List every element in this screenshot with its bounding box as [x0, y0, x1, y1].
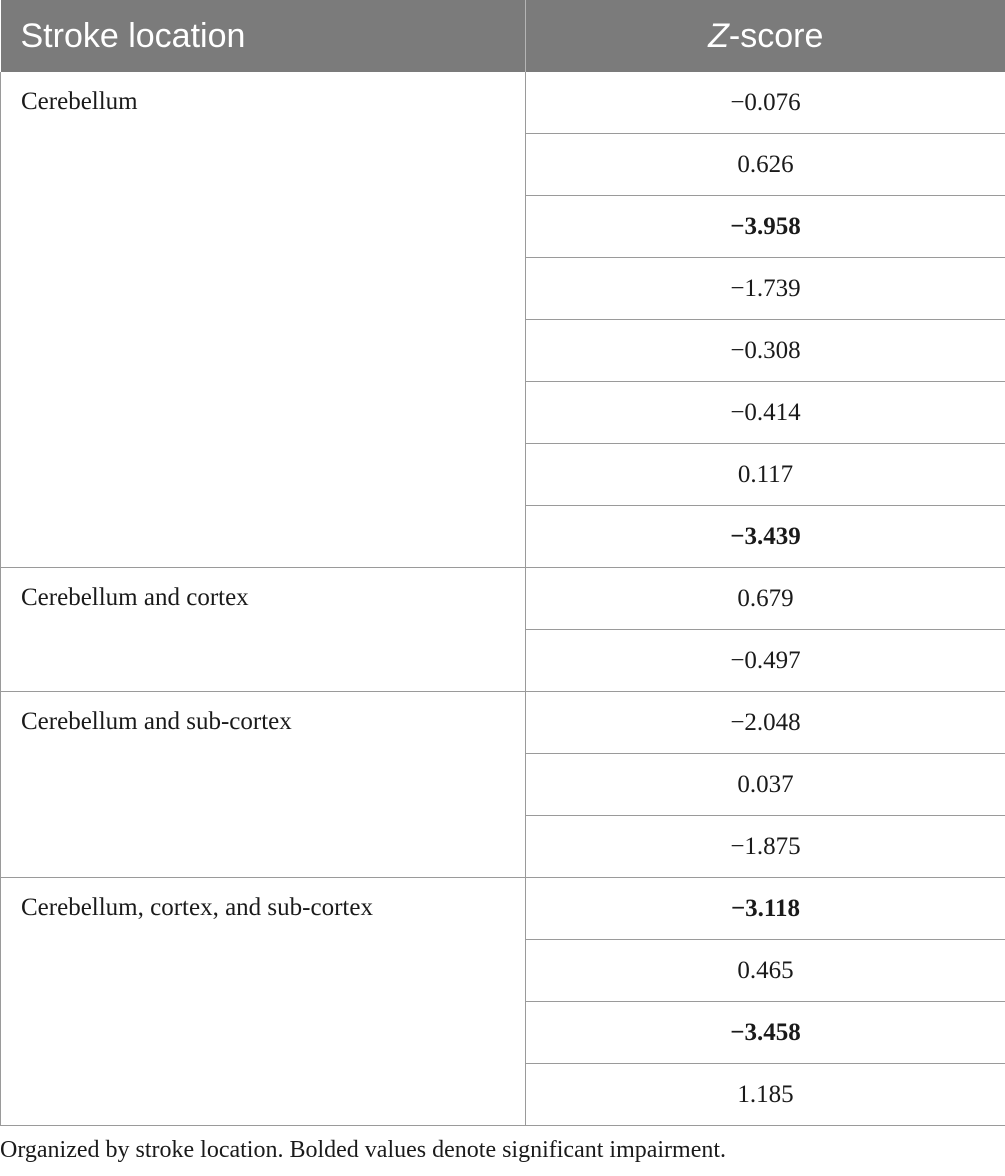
z-score-cell: −3.458: [526, 1002, 1005, 1064]
z-score-cell: −1.875: [526, 816, 1005, 878]
header-z-score: [526, 0, 1005, 72]
stroke-location-cell: Cerebellum and cortex: [1, 568, 526, 692]
z-score-cell: 0.465: [526, 940, 1005, 1002]
table-row: [1, 72, 1005, 134]
z-score-cell: −0.414: [526, 382, 1005, 444]
z-score-cell: 0.117: [526, 444, 1005, 506]
header-row: [1, 0, 1005, 72]
z-score-cell: −1.739: [526, 258, 1005, 320]
table-body: [1, 72, 1005, 1126]
z-score-cell: 0.037: [526, 754, 1005, 816]
table-row: [1, 692, 1005, 754]
z-score-cell: −0.497: [526, 630, 1005, 692]
z-score-cell: −0.308: [526, 320, 1005, 382]
stroke-location-cell: Cerebellum: [1, 72, 526, 568]
header-z-letter: Z: [708, 16, 729, 55]
stroke-location-cell: Cerebellum and sub-cortex: [1, 692, 526, 878]
z-score-cell: −3.958: [526, 196, 1005, 258]
z-score-cell: −3.439: [526, 506, 1005, 568]
header-z-suffix: -score: [728, 16, 824, 55]
z-score-cell: 0.679: [526, 568, 1005, 630]
z-score-cell: 0.626: [526, 134, 1005, 196]
z-score-cell: −2.048: [526, 692, 1005, 754]
table-row: [1, 878, 1005, 940]
z-score-cell: −3.118: [526, 878, 1005, 940]
z-score-cell: 1.185: [526, 1064, 1005, 1126]
table-header: [1, 0, 1005, 72]
table-row: [1, 568, 1005, 630]
table-footnote: Organized by stroke location. Bolded values denote significant impairment.: [0, 1137, 727, 1163]
header-stroke-location: Stroke location: [1, 0, 526, 72]
stroke-location-cell: Cerebellum, cortex, and sub-cortex: [1, 878, 526, 1126]
z-score-cell: −0.076: [526, 72, 1005, 134]
